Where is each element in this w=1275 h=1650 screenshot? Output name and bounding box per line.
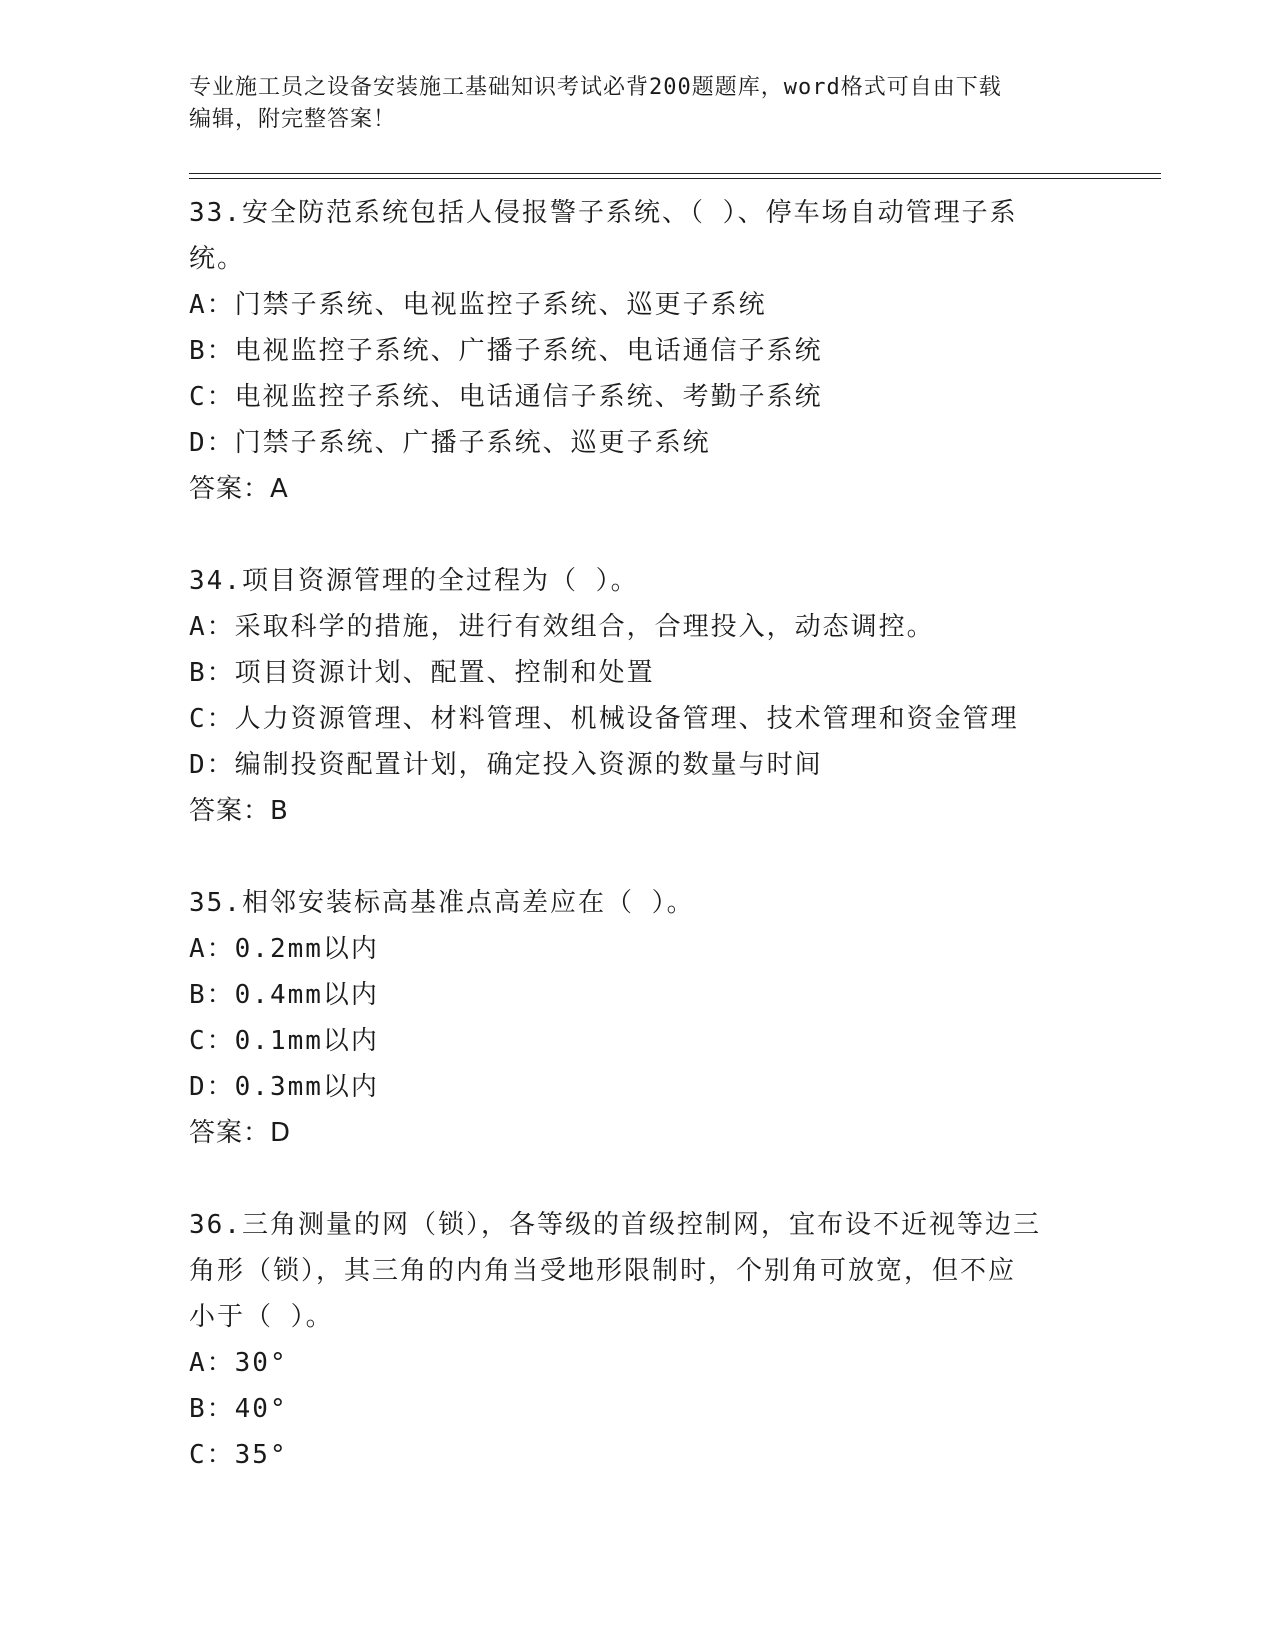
question-block bbox=[189, 1202, 1089, 1478]
question-stem-line: 小于（ ）。 bbox=[189, 1302, 334, 1332]
question-spacer bbox=[189, 512, 1089, 558]
option-a: A：门禁子系统、电视监控子系统、巡更子系统 bbox=[189, 290, 767, 320]
option-b: B：0.4mm以内 bbox=[189, 980, 379, 1010]
option-c: C：人力资源管理、材料管理、机械设备管理、技术管理和资金管理 bbox=[189, 704, 1019, 734]
header-rule-top bbox=[189, 173, 1161, 174]
question-spacer bbox=[189, 1156, 1089, 1202]
answer-line: 答案：D bbox=[189, 1118, 292, 1148]
option-a: A：0.2mm以内 bbox=[189, 934, 379, 964]
question-stem-line: 角形（锁），其三角的内角当受地形限制时，个别角可放宽，但不应 bbox=[189, 1256, 1017, 1286]
question-spacer bbox=[189, 834, 1089, 880]
document-header bbox=[189, 72, 1089, 136]
answer-line: 答案：A bbox=[189, 474, 289, 504]
question-stem-line: 35.相邻安装标高基准点高差应在（ ）。 bbox=[189, 888, 695, 918]
question-block bbox=[189, 190, 1089, 512]
option-a: A：采取科学的措施，进行有效组合，合理投入，动态调控。 bbox=[189, 612, 935, 642]
question-stem-line: 33.安全防范系统包括人侵报警子系统、（ ）、停车场自动管理子系 bbox=[189, 198, 1018, 228]
question-block bbox=[189, 558, 1089, 834]
header-line-1: 专业施工员之设备安装施工基础知识考试必背200题题库，word格式可自由下载 bbox=[189, 75, 1002, 100]
option-b: B：电视监控子系统、广播子系统、电话通信子系统 bbox=[189, 336, 823, 366]
option-d: D：门禁子系统、广播子系统、巡更子系统 bbox=[189, 428, 711, 458]
question-stem-line: 36.三角测量的网（锁），各等级的首级控制网，宜布设不近视等边三 bbox=[189, 1210, 1041, 1240]
answer-line: 答案：B bbox=[189, 796, 289, 826]
option-c: C：0.1mm以内 bbox=[189, 1026, 379, 1056]
option-c: C：35° bbox=[189, 1440, 288, 1470]
header-line-2: 编辑，附完整答案！ bbox=[189, 107, 397, 132]
question-stem-line: 统。 bbox=[189, 244, 246, 274]
option-c: C：电视监控子系统、电话通信子系统、考勤子系统 bbox=[189, 382, 823, 412]
option-b: B：40° bbox=[189, 1394, 288, 1424]
option-d: D：0.3mm以内 bbox=[189, 1072, 379, 1102]
option-b: B：项目资源计划、配置、控制和处置 bbox=[189, 658, 655, 688]
question-block bbox=[189, 880, 1089, 1156]
question-list bbox=[189, 190, 1089, 1478]
question-stem-line: 34.项目资源管理的全过程为（ ）。 bbox=[189, 566, 639, 596]
option-d: D：编制投资配置计划，确定投入资源的数量与时间 bbox=[189, 750, 823, 780]
option-a: A：30° bbox=[189, 1348, 288, 1378]
header-rule-bottom bbox=[189, 178, 1161, 179]
